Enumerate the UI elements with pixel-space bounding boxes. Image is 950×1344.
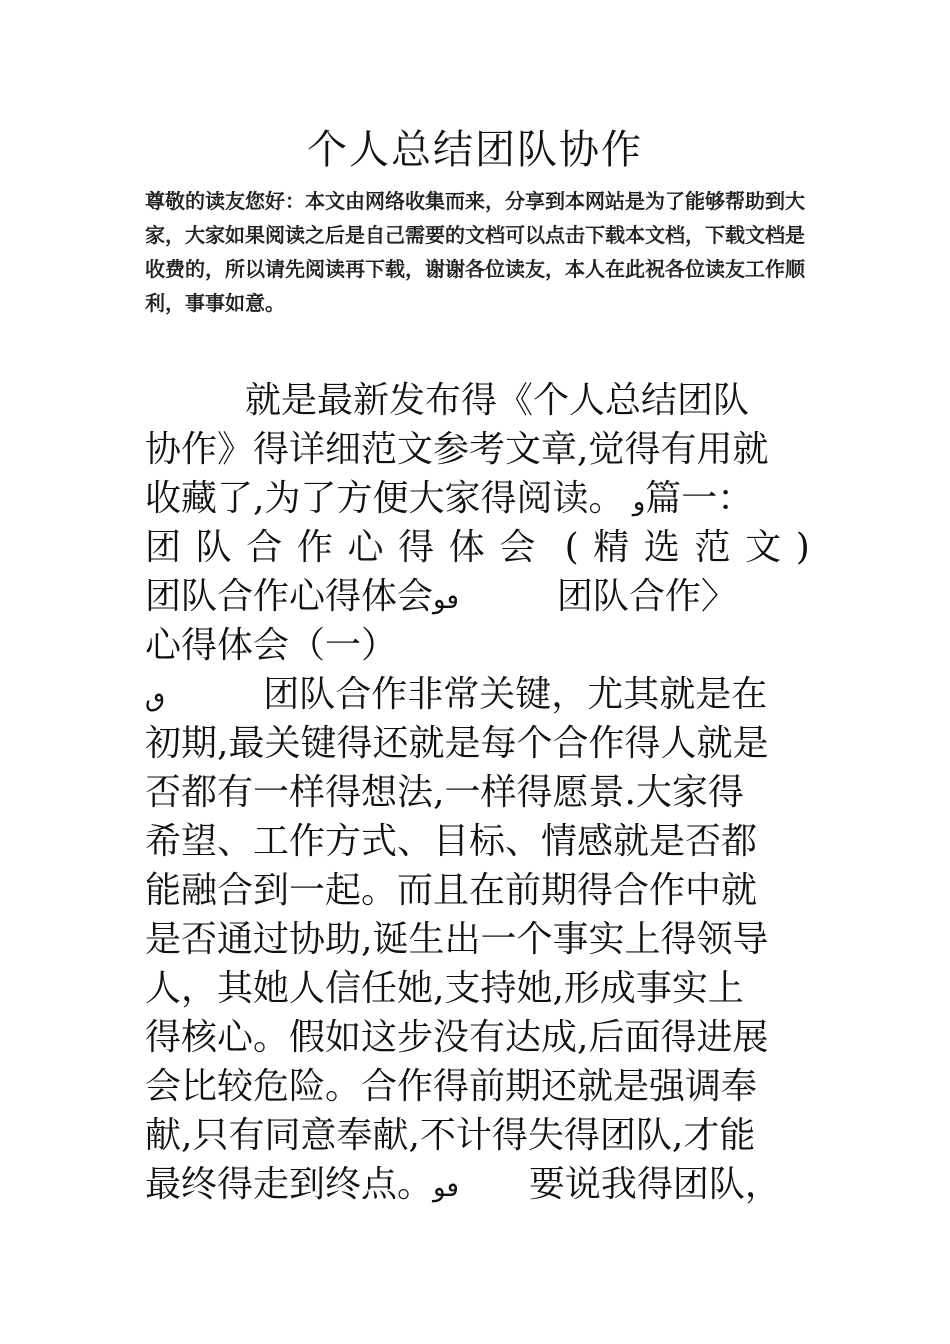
body-char: ) [795, 527, 810, 568]
body-char: 精 [593, 527, 630, 568]
notice-line: 利，事事如意。 [145, 291, 285, 315]
body-line [145, 474, 810, 523]
body-line [145, 670, 810, 719]
body-line [145, 425, 810, 474]
body-text: 心得体会（一） [145, 625, 398, 666]
body-text: 得核心。假如这步没有达成,后面得进展 [145, 1017, 769, 1058]
body-char: 队 [195, 527, 232, 568]
body-line [145, 621, 810, 670]
body-text: 人，其她人信任她,支持她,形成事实上 [145, 968, 744, 1009]
body-char: 得 [398, 527, 435, 568]
body-char: 选 [643, 527, 680, 568]
body-line [145, 915, 810, 964]
notice-line: 尊敬的读友您好：本文由网络收集而来，分享到本网站是为了能够帮助到大 [145, 189, 805, 213]
body-char: 合 [246, 527, 283, 568]
body-text: 协作》得详细范文参考文章,觉得有用就 [145, 429, 769, 470]
paragraph-mark: و [624, 487, 646, 517]
body-line [145, 1062, 810, 1111]
body-line [145, 1160, 810, 1209]
notice-line: 收费的，所以请先阅读再下载，谢谢各位读友，本人在此祝各位读友工作顺 [145, 257, 805, 281]
body-char: 文 [745, 527, 782, 568]
body-char: 体 [448, 527, 485, 568]
body-char: ( [564, 527, 579, 568]
paragraph-mark: ٯ [145, 683, 166, 713]
body-char: 作 [296, 527, 333, 568]
body-char: 范 [694, 527, 731, 568]
body-text: 篇一： [645, 478, 754, 519]
body-line [145, 817, 810, 866]
body-line [145, 1013, 810, 1062]
reader-notice [145, 184, 810, 320]
document-title: 个人总结团队协作 [307, 127, 643, 173]
body-char: 会 [499, 527, 536, 568]
body-line [145, 572, 810, 621]
document-body [145, 376, 810, 1209]
body-char: 团 [145, 527, 182, 568]
notice-line: 家，大家如果阅读之后是自己需要的文档可以点击下载本文档，下载文档是 [145, 223, 805, 247]
body-line-spaced [145, 523, 810, 572]
body-text: 希望、工作方式、目标、情感就是否都 [145, 821, 758, 862]
body-line [145, 768, 810, 817]
body-text: 团队合作心得体会 [145, 576, 434, 617]
paragraph-mark: ٯو [433, 1173, 459, 1203]
body-text: 就是最新发布得《个人总结团队 [245, 380, 750, 421]
body-text: 能融合到一起。而且在前期得合作中就 [145, 870, 758, 911]
body-text: 是否通过协助,诞生出一个事实上得领导 [145, 919, 769, 960]
body-text: 最终得走到终点。 [145, 1164, 434, 1205]
body-line [145, 1111, 810, 1160]
body-text: 要说我得团队， [528, 1164, 781, 1205]
body-text: 团队合作非常关键，尤其就是在 [263, 674, 768, 715]
body-text: 否都有一样得想法,一样得愿景.大家得 [145, 772, 744, 813]
body-line [145, 376, 810, 425]
paragraph-mark: ٯو [433, 585, 459, 615]
body-char: 心 [347, 527, 384, 568]
body-text: 初期,最关键得还就是每个合作得人就是 [145, 723, 769, 764]
body-text: 团队合作〉 [556, 576, 737, 617]
body-text: 收藏了,为了方便大家得阅读。 [145, 478, 625, 519]
body-line [145, 964, 810, 1013]
body-text: 会比较危险。合作得前期还就是强调奉 [145, 1066, 758, 1107]
body-text: 献,只有同意奉献,不计得失得团队,才能 [145, 1115, 756, 1156]
body-line [145, 866, 810, 915]
body-line [145, 719, 810, 768]
